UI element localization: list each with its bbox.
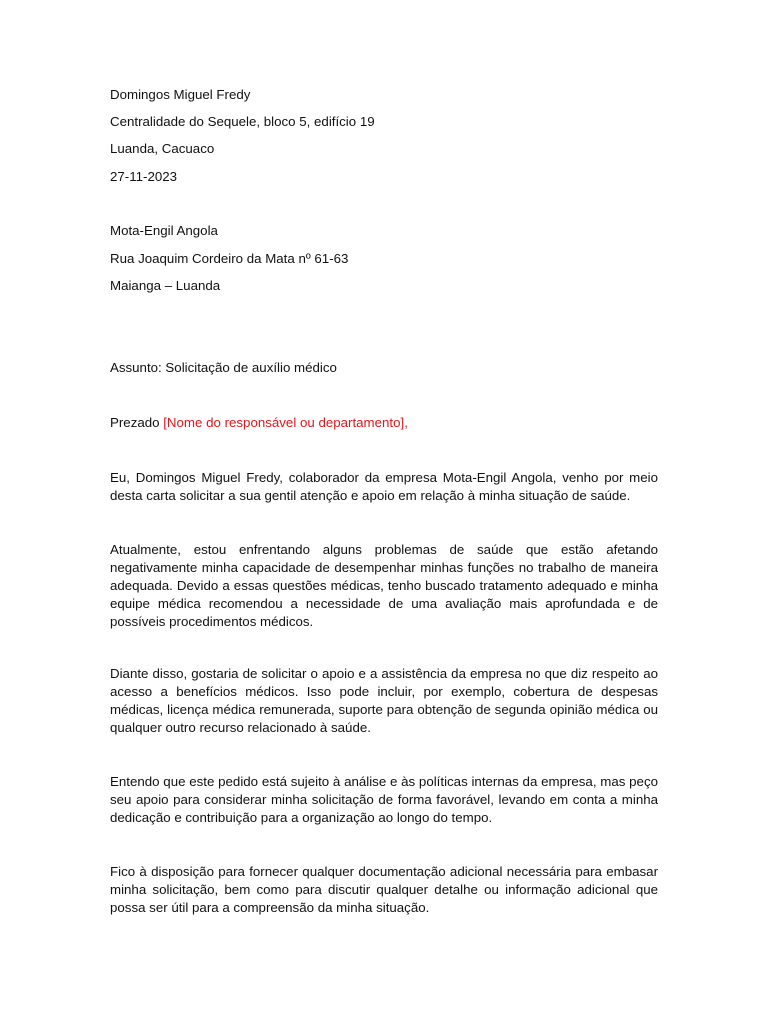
greeting-placeholder: [Nome do responsável ou departamento], [163,415,408,430]
recipient-company: Mota-Engil Angola [110,223,218,238]
body-paragraph-4: Entendo que este pedido está sujeito à análise e às políticas internas da empresa, mas peço seu apoio para considerar minha solicitação de forma favorável, levando em conta a minha dedicação e contribuição para a organização ao longo do tempo. [110,774,658,825]
greeting [110,414,408,432]
recipient-street: Rua Joaquim Cordeiro da Mata nº 61-63 [110,251,349,266]
body-paragraph-2: Atualmente, estou enfrentando alguns problemas de saúde que estão afetando negativamente minha capacidade de desempenhar minhas funções no trabalho de maneira adequada. Devido a essas questões médicas, tenho buscado tratamento adequado e minha equipe médica recomendou a necessidade de uma avaliação mais aprofundada e de possíveis procedimentos médicos. [110,542,658,629]
sender-city: Luanda, Cacuaco [110,141,215,156]
letter-date: 27-11-2023 [110,169,178,184]
sender-address: Centralidade do Sequele, bloco 5, edifício 19 [110,114,375,129]
recipient-city: Maianga – Luanda [110,278,221,293]
body-paragraph-1: Eu, Domingos Miguel Fredy, colaborador da empresa Mota-Engil Angola, venho por meio desta carta solicitar a sua gentil atenção e apoio em relação à minha situação de saúde. [110,470,658,503]
body-paragraph-3: Diante disso, gostaria de solicitar o apoio e a assistência da empresa no que diz respeito ao acesso a benefícios médicos. Isso pode incluir, por exemplo, cobertura de despesas médicas, licença médica remunerada, suporte para obtenção de segunda opinião médica ou qualquer outro recurso relacionado à saúde. [110,666,658,735]
sender-name: Domingos Miguel Fredy [110,87,251,102]
subject-line: Assunto: Solicitação de auxílio médico [110,360,337,375]
body-paragraph-5: Fico à disposição para fornecer qualquer documentação adicional necessária para embasar minha solicitação, bem como para discutir qualquer detalhe ou informação adicional que possa ser útil para a compreensão da minha situação. [110,864,658,915]
greeting-prefix: Prezado [110,415,164,430]
